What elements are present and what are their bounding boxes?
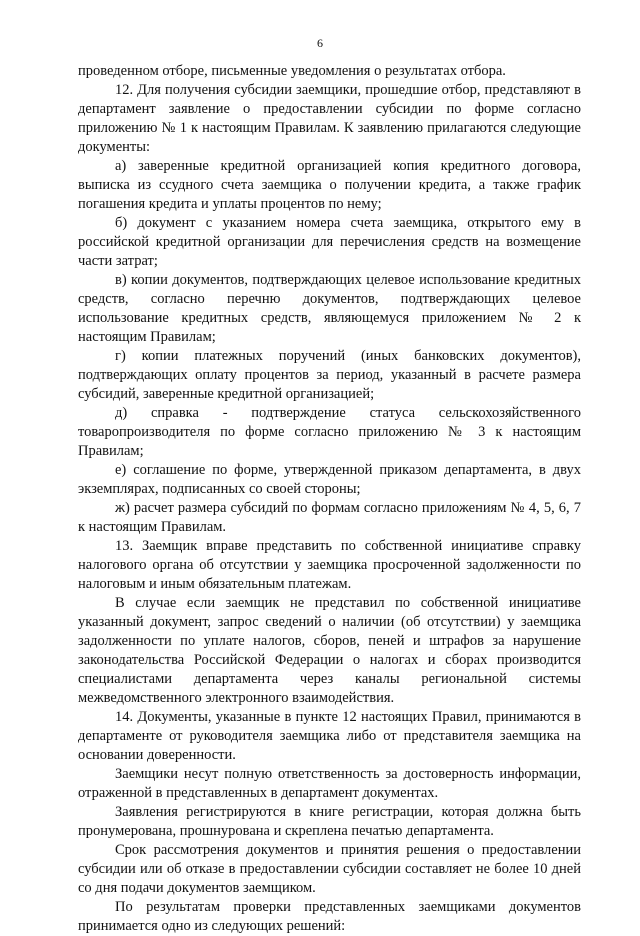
paragraph: Заявления регистрируются в книге регистрации, которая должна быть пронумерована, прошнурована и скреплена печатью департамента. (78, 804, 581, 839)
paragraph: ж) расчет размера субсидий по формам согласно приложениям № 4, 5, 6, 7 к настоящим Правилам. (78, 500, 581, 535)
paragraph: В случае если заемщик не представил по собственной инициативе указанный документ, запрос сведений о наличии (об отсутствии) у заемщика задолженности по уплате налогов, сборов, пеней и штрафов за нарушение законодательства Российской Федерации о налогах и сборах производится специалистами департамента через каналы региональной системы межведомственного электронного взаимодействия. (78, 595, 581, 706)
paragraph: По результатам проверки представленных заемщиками документов принимается одно из следующих решений: (78, 899, 581, 934)
paragraph: 14. Документы, указанные в пункте 12 настоящих Правил, принимаются в департаменте от руководителя заемщика либо от представителя заемщика на основании доверенности. (78, 709, 581, 763)
paragraph: 12. Для получения субсидии заемщики, прошедшие отбор, представляют в департамент заявление о предоставлении субсидии по форме согласно приложению № 1 к настоящим Правилам. К заявлению прилагаются следующие документы: (78, 82, 581, 155)
paragraph: 13. Заемщик вправе представить по собственной инициативе справку налогового органа об отсутствии у заемщика просроченной задолженности по налоговым и иным обязательным платежам. (78, 538, 581, 592)
paragraph: д) справка - подтверждение статуса сельскохозяйственного товаропроизводителя по форме согласно приложению № 3 к настоящим Правилам; (78, 405, 581, 459)
page-number: 6 (317, 36, 323, 50)
paragraph: Заемщики несут полную ответственность за достоверность информации, отраженной в представленных в департамент документах. (78, 766, 581, 801)
paragraph: б) документ с указанием номера счета заемщика, открытого ему в российской кредитной организации для перечисления средств на возмещение части затрат; (78, 215, 581, 269)
paragraph: проведенном отборе, письменные уведомления о результатах отбора. (78, 63, 506, 79)
paragraph: а) заверенные кредитной организацией копия кредитного договора, выписка из ссудного счета заемщика о получении кредита, а также график погашения кредита и уплаты процентов по нему; (78, 158, 581, 212)
paragraph: г) копии платежных поручений (иных банковских документов), подтверждающих оплату процентов за период, указанный в расчете размера субсидий, заверенные кредитной организацией; (78, 348, 581, 402)
paragraph: е) соглашение по форме, утвержденной приказом департамента, в двух экземплярах, подписанных со своей стороны; (78, 462, 581, 497)
paragraph: в) копии документов, подтверждающих целевое использование кредитных средств, согласно перечню документов, подтверждающих целевое использование кредитных средств, являющемуся приложением № 2 к настоящим Правилам; (78, 272, 581, 345)
paragraph: Срок рассмотрения документов и принятия решения о предоставлении субсидии или об отказе в предоставлении субсидии составляет не более 10 дней со дня подачи документов заемщиком. (78, 842, 581, 896)
document-body (78, 62, 581, 936)
